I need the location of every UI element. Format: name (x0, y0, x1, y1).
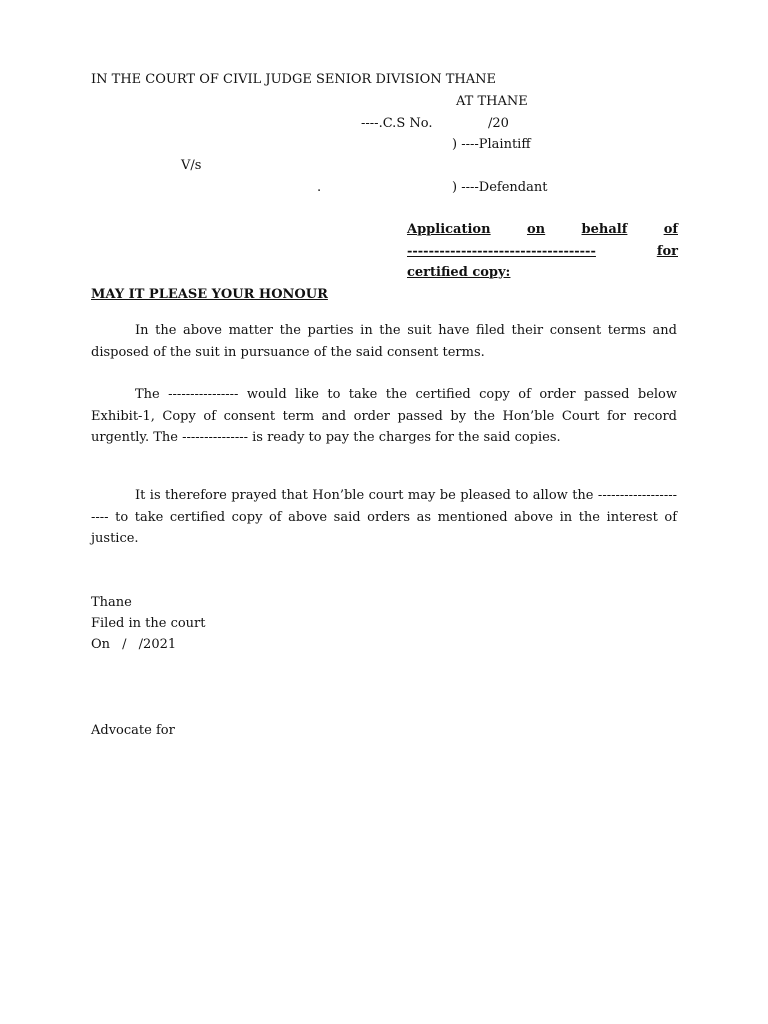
application-title-line-1 (407, 222, 678, 244)
plaintiff-label: ) ----Plaintiff (452, 137, 531, 152)
application-word: Application (407, 222, 491, 237)
footer-advocate: Advocate for (91, 723, 175, 738)
application-word: on (526, 222, 546, 237)
defendant-label: ) ----Defendant (452, 180, 548, 195)
footer-filed: Filed in the court (91, 616, 206, 631)
application-word: certified copy: (407, 265, 511, 280)
footer-place: Thane (91, 595, 132, 610)
application-title-line-3 (407, 265, 678, 287)
paragraph-consent-terms: In the above matter the parties in the suit have filed their consent terms and disposed of the suit in pursuance of the said consent terms. (91, 323, 677, 360)
defendant-name-placeholder: . (317, 180, 322, 195)
paragraph-prayer: It is therefore prayed that Hon’ble court may be pleased to allow the ---------------------- to take certified copy of above said orders as mentioned above in the interest of justice. (91, 488, 677, 546)
application-blank: ----------------------------------- (407, 243, 596, 259)
case-year: /20 (488, 116, 509, 131)
application-word: behalf (581, 222, 628, 237)
application-title-line-2 (407, 244, 678, 266)
case-number-label: ----.C.S No. (361, 116, 433, 131)
court-location: AT THANE (456, 94, 528, 109)
application-title (407, 222, 678, 287)
application-word: for (656, 243, 678, 259)
footer-date: On / /2021 (91, 637, 177, 652)
paragraph-request: The ---------------- would like to take the certified copy of order passed below Exhibit-1, Copy of consent term and order passed by the Hon’ble Court for record urgently. The --------------- is ready to pay the charges for the said copies. (91, 387, 677, 445)
application-word: of (663, 222, 678, 237)
salutation: MAY IT PLEASE YOUR HONOUR (91, 287, 328, 302)
court-title: IN THE COURT OF CIVIL JUDGE SENIOR DIVISION THANE (91, 72, 497, 87)
versus-label: V/s (181, 158, 202, 173)
